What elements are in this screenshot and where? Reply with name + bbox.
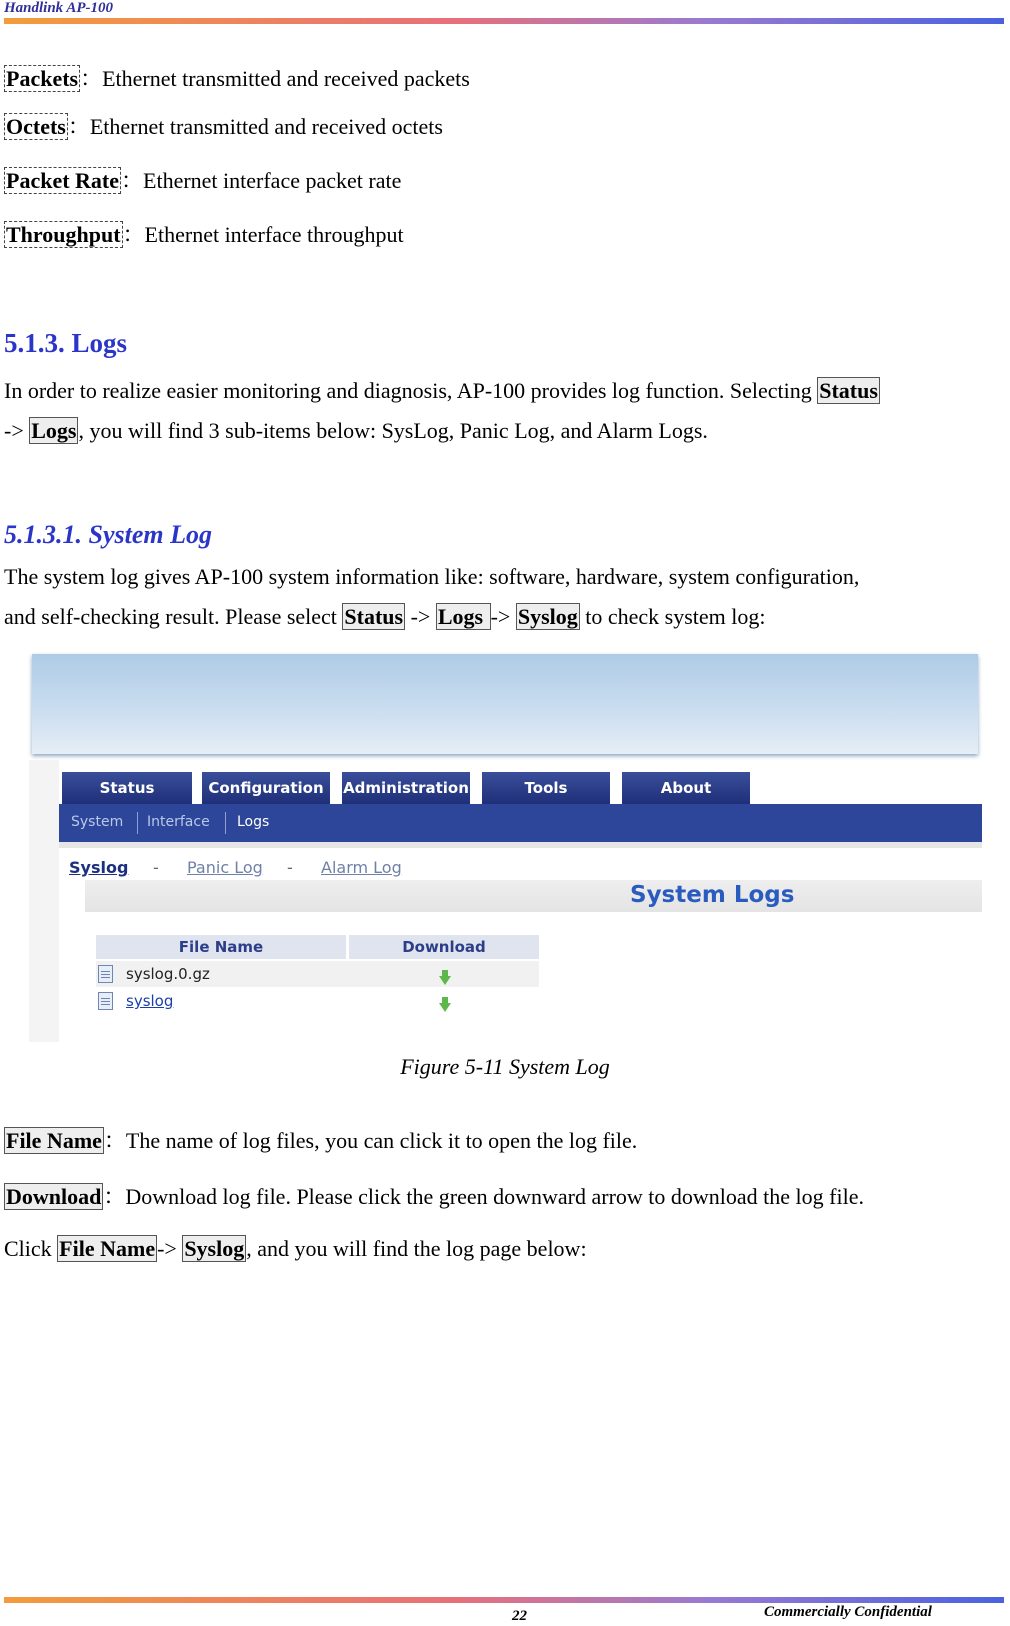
footer-gradient-bar — [4, 1597, 1004, 1603]
definition-term: File Name — [6, 1128, 102, 1153]
definition-file-name — [4, 1124, 637, 1155]
term-syslog: Syslog — [184, 1236, 245, 1261]
log-link-alarm-log[interactable]: Alarm Log — [321, 858, 402, 877]
log-link-syslog[interactable]: Syslog — [69, 858, 129, 877]
document-header-title: Handlink AP-100 — [4, 0, 114, 16]
paragraph-logs-line1 — [4, 378, 880, 404]
text: -> — [490, 604, 516, 629]
file-name[interactable]: syslog — [126, 992, 174, 1010]
definition-desc: ：Download log file. Please click the green downward arrow to download the log file. — [103, 1184, 864, 1209]
definition-desc: ：Ethernet interface packet rate — [121, 168, 402, 193]
term-status: Status — [344, 604, 404, 629]
table-row — [96, 961, 539, 987]
paragraph-system-log-line1: The system log gives AP-100 system information like: software, hardware, system configuration, — [4, 564, 860, 589]
column-header-file-name: File Name — [96, 935, 346, 959]
download-arrow-icon[interactable] — [439, 976, 451, 985]
paragraph-logs-line2 — [4, 418, 708, 444]
app-banner — [32, 654, 978, 754]
system-logs-header — [85, 880, 982, 912]
subnav-shadow — [59, 842, 982, 848]
text: In order to realize easier monitoring and diagnosis, AP-100 provides log function. Selecting — [4, 378, 818, 403]
text: -> — [405, 604, 436, 629]
file-name[interactable]: syslog.0.gz — [126, 965, 210, 983]
section-heading-logs: 5.1.3. Logs — [4, 328, 128, 358]
paragraph-click-file-name — [4, 1236, 587, 1262]
section-heading-system-log: 5.1.3.1. System Log — [4, 520, 212, 549]
header-gradient-bar — [4, 18, 1004, 24]
definition-desc: ：Ethernet interface throughput — [122, 222, 404, 247]
footer-confidential: Commercially Confidential — [764, 1604, 932, 1620]
system-log-screenshot — [29, 652, 982, 1042]
file-icon — [98, 965, 113, 983]
log-link-panic-log[interactable]: Panic Log — [187, 858, 263, 877]
definition-packet-rate — [4, 164, 401, 195]
text: , you will find 3 sub-items below: SysLog, Panic Log, and Alarm Logs. — [78, 418, 708, 443]
log-link-separator: - — [287, 858, 293, 877]
tab-status[interactable]: Status — [62, 772, 192, 804]
definition-desc: ：Ethernet transmitted and received octets — [67, 114, 443, 139]
term-file-name: File Name — [59, 1236, 156, 1261]
definition-term: Throughput — [6, 222, 121, 247]
table-row — [96, 988, 539, 1014]
term-status: Status — [819, 378, 878, 403]
text: and self-checking result. Please select — [4, 604, 343, 629]
tab-tools[interactable]: Tools — [482, 772, 610, 804]
definition-term: Packets — [6, 66, 79, 91]
paragraph-system-log-line2 — [4, 604, 766, 630]
text: to check system log: — [579, 604, 766, 629]
file-icon — [98, 992, 113, 1010]
subnav-divider — [225, 812, 226, 834]
definition-term: Octets — [6, 114, 66, 139]
text: , and you will find the log page below: — [246, 1236, 587, 1261]
definition-term: Packet Rate — [6, 168, 120, 193]
text: -> — [157, 1236, 183, 1261]
text: -> — [4, 418, 30, 443]
term-logs: Logs — [437, 604, 489, 629]
definition-download — [4, 1180, 864, 1211]
definition-octets — [4, 110, 443, 141]
download-arrow-icon[interactable] — [439, 1003, 451, 1012]
text: Click — [4, 1236, 58, 1261]
definition-throughput — [4, 218, 404, 249]
definition-term: Download — [6, 1184, 102, 1209]
subnav-divider — [137, 812, 138, 834]
sub-navigation — [59, 804, 982, 842]
tab-about[interactable]: About — [622, 772, 750, 804]
column-header-download: Download — [349, 935, 539, 959]
tab-administration[interactable]: Administration — [342, 772, 470, 804]
definition-desc: ：The name of log files, you can click it to open the log file. — [103, 1128, 638, 1153]
subnav-item-system[interactable]: System — [71, 814, 124, 830]
term-logs: Logs — [31, 418, 77, 443]
term-syslog: Syslog — [517, 604, 578, 629]
system-logs-title: System Logs — [630, 882, 795, 908]
definition-desc: ：Ethernet transmitted and received packets — [80, 66, 470, 91]
screenshot-left-margin — [29, 760, 59, 1042]
tab-configuration[interactable]: Configuration — [202, 772, 330, 804]
definition-packets — [4, 62, 470, 93]
figure-caption: Figure 5-11 System Log — [400, 1054, 610, 1079]
page-number: 22 — [512, 1608, 527, 1624]
log-link-separator: - — [153, 858, 159, 877]
subnav-item-logs[interactable]: Logs — [237, 814, 270, 830]
subnav-item-interface[interactable]: Interface — [147, 814, 210, 830]
